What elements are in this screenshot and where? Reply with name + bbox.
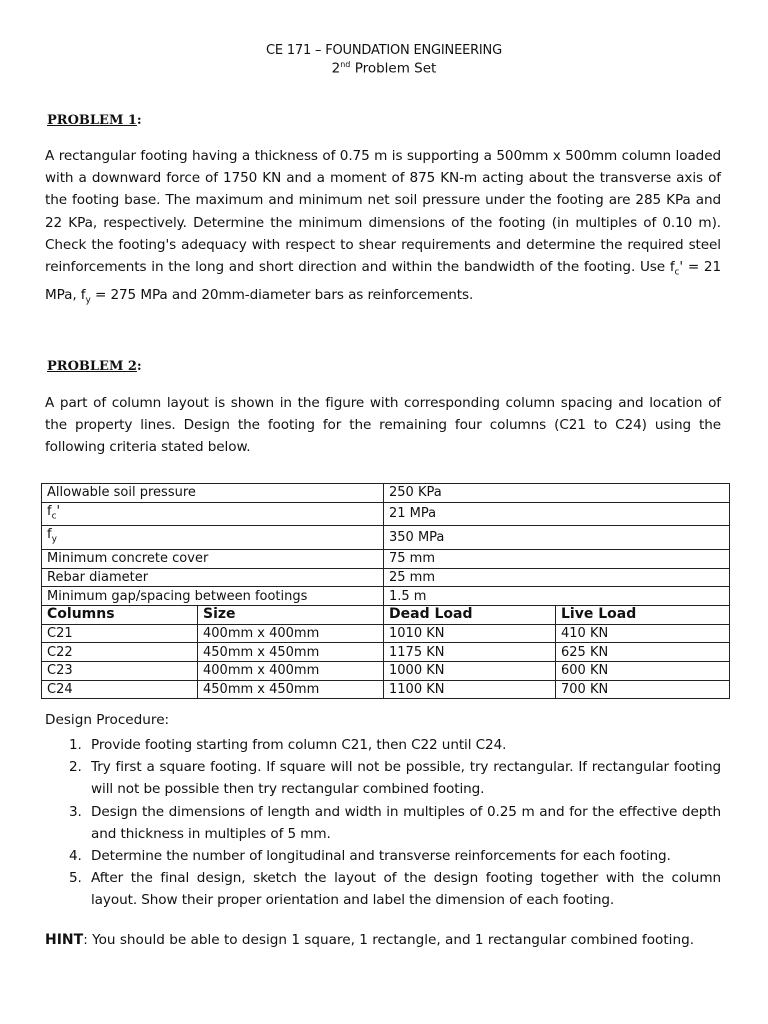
criteria-row [42,502,730,526]
set-ordinal-suffix: nd [340,60,351,69]
table-cell: 1000 KN [384,662,556,681]
criteria-value: 25 mm [384,568,730,587]
criteria-label: $f_c'$ [42,502,384,526]
column-header: Dead Load [384,605,556,624]
table-cell: 625 KN [556,643,730,662]
column-header: Size [198,605,384,624]
step-number: 1. [69,737,82,753]
problem-2-title: PROBLEM 2 [47,359,137,374]
step-text: Try first a square footing. If square will not be possible, try rectangular. If rectangular footing will not be possible then try rectangular combined footing. [91,759,721,798]
table-cell: 700 KN [556,680,730,699]
problem-1-text [45,145,721,312]
problem-1-text-c: = 275 MPa and 20mm-diameter bars as reinforcements. [90,286,474,303]
table-cell: 450mm x 450mm [198,680,384,699]
criteria-label: Minimum gap/spacing between footings [42,587,384,606]
table-cell: 450mm x 450mm [198,643,384,662]
table-cell: 400mm x 400mm [198,662,384,681]
table-row [42,643,730,662]
criteria-label: Rebar diameter [42,568,384,587]
list-item [45,756,721,800]
step-text: After the final design, sketch the layout of the design footing together with the column layout. Show their proper orientation and label the dimension of each footing. [91,870,721,909]
set-ordinal: 2 [331,60,341,77]
list-item [45,845,721,867]
problem-2-text: A part of column layout is shown in the figure with corresponding column spacing and location of the property lines. Design the footing for the remaining four columns (C21 to C24) using the following criteria stated below. [45,395,721,456]
table-cell: C22 [42,643,198,662]
step-number: 3. [69,803,82,820]
hint-line [45,932,694,948]
fy-subscript: y [85,295,91,306]
criteria-value: 21 MPa [384,502,730,526]
table-cell: 1010 KN [384,624,556,643]
table-cell: C23 [42,662,198,681]
design-procedure-list [45,734,721,912]
criteria-label: Minimum concrete cover [42,549,384,568]
list-item [45,867,721,911]
hint-label: HINT [45,932,84,948]
criteria-row [42,587,730,606]
problem-1-text-b: ' = 21 MPa, f [45,259,721,303]
criteria-label: Allowable soil pressure [42,484,384,503]
criteria-row [42,526,730,550]
set-label: Problem Set [354,60,437,77]
criteria-value: 1.5 m [384,587,730,606]
table-row [42,662,730,681]
problem-1-heading [47,113,142,128]
problem-2-colon: : [136,359,142,374]
hint-text: : You should be able to design 1 square, 1 rectangle, and 1 rectangular combined footing. [83,932,695,948]
criteria-table [41,483,730,699]
step-text: Design the dimensions of length and width in multiples of 0.25 m and for the effective depth and thickness in multiples of 5 mm. [91,803,721,842]
table-cell: 1100 KN [384,680,556,699]
table-row [42,680,730,699]
column-header: Columns [42,605,198,624]
problem-2-heading [47,359,142,374]
problem-1-text-a: A rectangular footing having a thickness of 0.75 m is supporting a 500mm x 500mm column loaded with a downward force of 1750 KN and a moment of 875 KN-m acting about the transverse axis of the footing base. The maximum and minimum net soil pressure under the footing are 285 KPa and 22 KPa, respectively. Determine the minimum dimensions of the footing (in multiples of 0.10 m). Check the footing's adequacy with respect to shear requirements and determine the required steel reinforcements in the long and short direction and within the bandwidth of the footing. Use f [45,148,721,276]
step-number: 5. [69,870,82,887]
criteria-value: 350 MPa [384,526,730,550]
criteria-value: 250 KPa [384,484,730,503]
table-cell: C24 [42,680,198,699]
course-title: CE 171 – FOUNDATION ENGINEERING [266,43,502,58]
criteria-value: 75 mm [384,549,730,568]
criteria-row [42,484,730,503]
problem-1-colon: : [136,113,142,128]
table-row [42,624,730,643]
table-cell: 400mm x 400mm [198,624,384,643]
table-cell: 410 KN [556,624,730,643]
column-header: Live Load [556,605,730,624]
criteria-row [42,568,730,587]
table-cell: C21 [42,624,198,643]
table-cell: 1175 KN [384,643,556,662]
list-item [45,801,721,845]
step-number: 2. [69,759,82,776]
problem-1-title: PROBLEM 1 [47,113,137,128]
step-text: Determine the number of longitudinal and transverse reinforcements for each footing. [91,848,671,865]
step-text: Provide footing starting from column C21, then C22 until C24. [91,737,507,753]
design-procedure-title: Design Procedure: [45,712,170,728]
table-cell: 600 KN [556,662,730,681]
step-number: 4. [69,848,82,865]
problem-set-title [0,60,768,77]
criteria-label: $f_y$ [42,526,384,550]
columns-header-row [42,605,730,624]
criteria-row [42,549,730,568]
fc-subscript: c [674,267,680,278]
list-item [45,734,721,756]
